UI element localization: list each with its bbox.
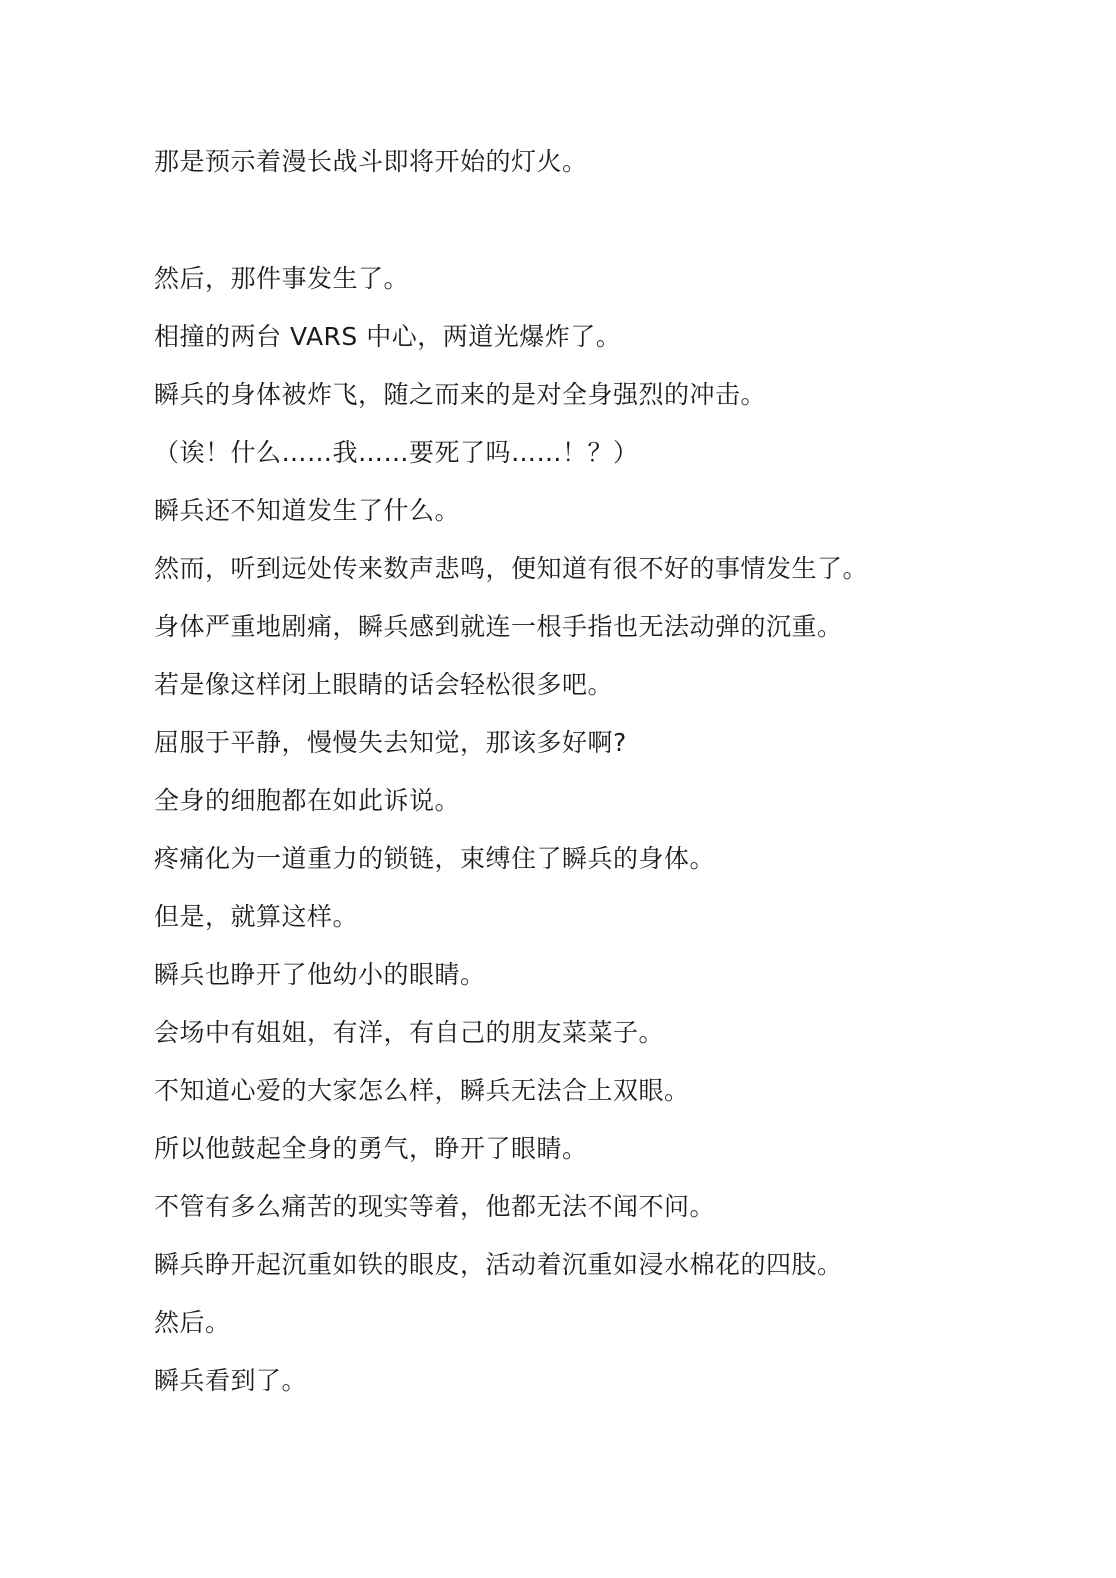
paragraph-line: 瞬兵睁开起沉重如铁的眼皮，活动着沉重如浸水棉花的四肢。 [154,1250,843,1279]
paragraph-line: 瞬兵还不知道发生了什么。 [154,496,461,525]
paragraph-line: （诶！什么……我……要死了吗……！？） [154,438,639,467]
paragraph-line: 然而，听到远处传来数声悲鸣，便知道有很不好的事情发生了。 [154,554,869,583]
paragraph-line: 瞬兵也睁开了他幼小的眼睛。 [154,960,486,989]
paragraph-line: 身体严重地剧痛，瞬兵感到就连一根手指也无法动弹的沉重。 [154,612,843,641]
paragraph-line: 然后，那件事发生了。 [154,264,410,293]
paragraph-line: 瞬兵看到了。 [154,1366,308,1395]
paragraph-line: 相撞的两台 VARS 中心，两道光爆炸了。 [154,322,622,351]
paragraph-line: 然后。 [154,1308,231,1337]
paragraph-line: 不管有多么痛苦的现实等着，他都无法不闻不问。 [154,1192,716,1221]
paragraph-line: 不知道心爱的大家怎么样，瞬兵无法合上双眼。 [154,1076,690,1105]
paragraph-line: 会场中有姐姐，有洋，有自己的朋友菜菜子。 [154,1018,665,1047]
paragraph-line: 全身的细胞都在如此诉说。 [154,786,461,815]
paragraph-line: 但是，就算这样。 [154,902,359,931]
paragraph-line: 屈服于平静，慢慢失去知觉，那该多好啊? [154,728,627,757]
paragraph-line: 所以他鼓起全身的勇气，睁开了眼睛。 [154,1134,588,1163]
paragraph-line: 那是预示着漫长战斗即将开始的灯火。 [154,147,588,176]
paragraph-line: 瞬兵的身体被炸飞，随之而来的是对全身强烈的冲击。 [154,380,767,409]
paragraph-line: 若是像这样闭上眼睛的话会轻松很多吧。 [154,670,614,699]
paragraph-line: 疼痛化为一道重力的锁链，束缚住了瞬兵的身体。 [154,844,716,873]
